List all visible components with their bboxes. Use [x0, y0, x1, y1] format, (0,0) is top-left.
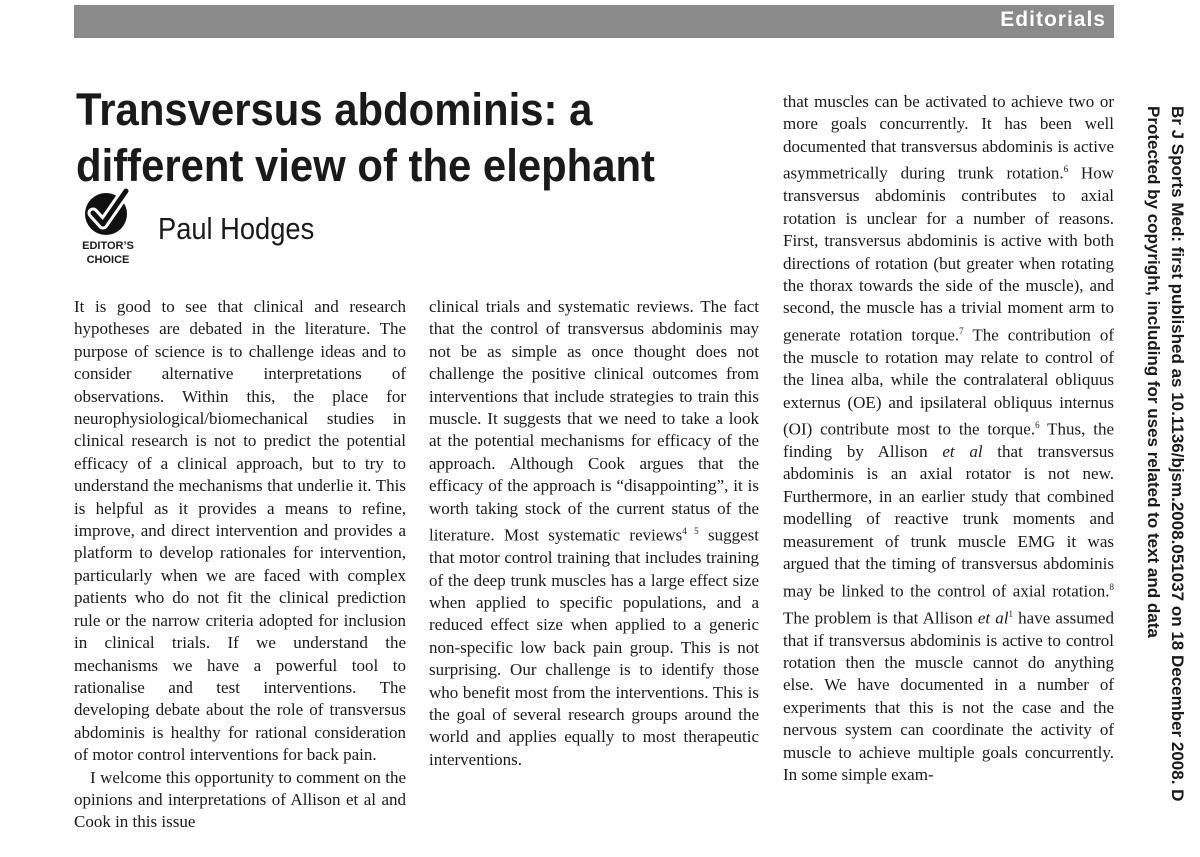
column-3-paragraph	[783, 91, 1114, 786]
badge-line-2: CHOICE	[86, 254, 130, 266]
copyright-margin-note	[1141, 106, 1189, 801]
body-column-1	[74, 296, 406, 857]
section-header-bar	[74, 5, 1114, 38]
et-al-italic: et al	[977, 608, 1009, 628]
reference-superscript: 6	[1035, 420, 1040, 430]
title-line-2: different view of the elephant	[76, 140, 655, 191]
editors-choice-badge	[80, 185, 136, 277]
et-al-italic: et al	[942, 442, 983, 462]
column-3-text-5: that transversus abdominis is an axial rotator is not new. Furthermore, in an earlier study that combined modelling of reactive trunk moments and measurement of trunk muscle EMG it was argued that the timing of transversus abdominis may be linked to the control of axial rotation.	[783, 442, 1114, 601]
column-3-text-1: that muscles can be activated to achieve two or more goals concurrently. It has been well documented that transversus abdominis is active asymmetrically during trunk rotation.	[783, 92, 1114, 183]
section-label: Editorials	[1000, 8, 1106, 31]
reference-superscript: 4 5	[682, 526, 699, 537]
reference-superscript: 6	[1063, 164, 1069, 175]
column-3-text-7: have assumed that if transversus abdominis is active to control rotation then the muscle cannot do anything else. We have documented in a number of experiments that this is not the case and the nervous system can coordinate the activity of muscle to achieve multiple goals concurrently. In some simple exam-	[783, 608, 1114, 785]
reference-superscript: 8	[1109, 581, 1114, 592]
column-2-text-b: suggest that motor control training that includes training of the deep trunk muscles has a large effect size when applied to specific populations, and a reduced effect size when applied to a generic non-specific low back pain group. This is not surprising. Our challenge is to identify those who benefit most from the interventions. This is the goal of several research groups around the world and applies equally to most therapeutic interventions.	[429, 525, 759, 769]
title-line-1: Transversus abdominis: a	[76, 84, 593, 135]
reference-superscript: 1	[1008, 608, 1014, 619]
badge-label	[80, 239, 136, 267]
author-name: Paul Hodges	[158, 211, 315, 246]
reference-superscript: 7	[959, 325, 964, 336]
checkmark-icon	[82, 185, 134, 237]
badge-line-1: EDITOR’S	[82, 240, 134, 252]
column-2-paragraph	[429, 296, 759, 771]
column-1-paragraph-1: It is good to see that clinical and research hypotheses are debated in the literature. The purpose of science is to challenge ideas and to consider alternative interpretations of observations. Within this, the place for neurophysiological/biomechanical studies in clinical research is not to predict the potential efficacy of a clinical approach, but to try to understand the mechanisms that underlie it. This is helpful as it provides a means to refine, improve, and direct intervention and provides a platform to develop rationales for intervention, particularly when we are faced with complex patients who do not fit the clinical prediction rule or the narrow criteria adopted for inclusion in clinical trials. If we understand the mechanisms we have a powerful tool to rationalise and test interventions. The developing debate about the role of transversus abdominis is healthy for rational consideration of motor control interventions for back pain.	[74, 297, 406, 765]
margin-note-line-1: Br J Sports Med: first published as 10.1136/bjsm.2008.051037 on 18 December 2008. D	[1168, 106, 1187, 802]
column-3-text-4: Thus, the finding by Allison	[783, 419, 1114, 462]
body-column-3	[783, 91, 1114, 857]
body-column-2	[429, 296, 759, 836]
column-1-paragraph-2: I welcome this opportunity to comment on the opinions and interpretations of Allison et al and Cook in this issue	[74, 767, 406, 832]
column-3-text-2: How transversus abdominis contributes to axial rotation is unclear for a number of reasons. First, transversus abdominis is active with both directions of rotation (but greater when rotating the thorax towards the side of the muscle), and second, the muscle has a trivial moment arm to generate rotation torque.	[783, 163, 1114, 345]
column-3-text-6: The problem is that Allison	[783, 608, 978, 628]
column-3-text-3: The contribution of the muscle to rotation may relate to control of the linea alba, while the contralateral obliquus externus (OE) and ipsilateral obliquus internus (OI) contribute most to the torque.	[783, 325, 1114, 439]
article-title	[76, 82, 727, 194]
column-2-text-a: clinical trials and systematic reviews. The fact that the control of transversus abdominis may not be as simple as once thought does not challenge the positive clinical outcomes from interventions that include strategies to train this muscle. It suggests that we need to take a look at the potential mechanisms for efficacy of the approach. Although Cook argues that the efficacy of the approach is “disappointing”, it is worth taking stock of the current status of the literature. Most systematic reviews	[429, 297, 759, 545]
margin-note-line-2: Protected by copyright, including for uses related to text and data	[1144, 106, 1163, 638]
